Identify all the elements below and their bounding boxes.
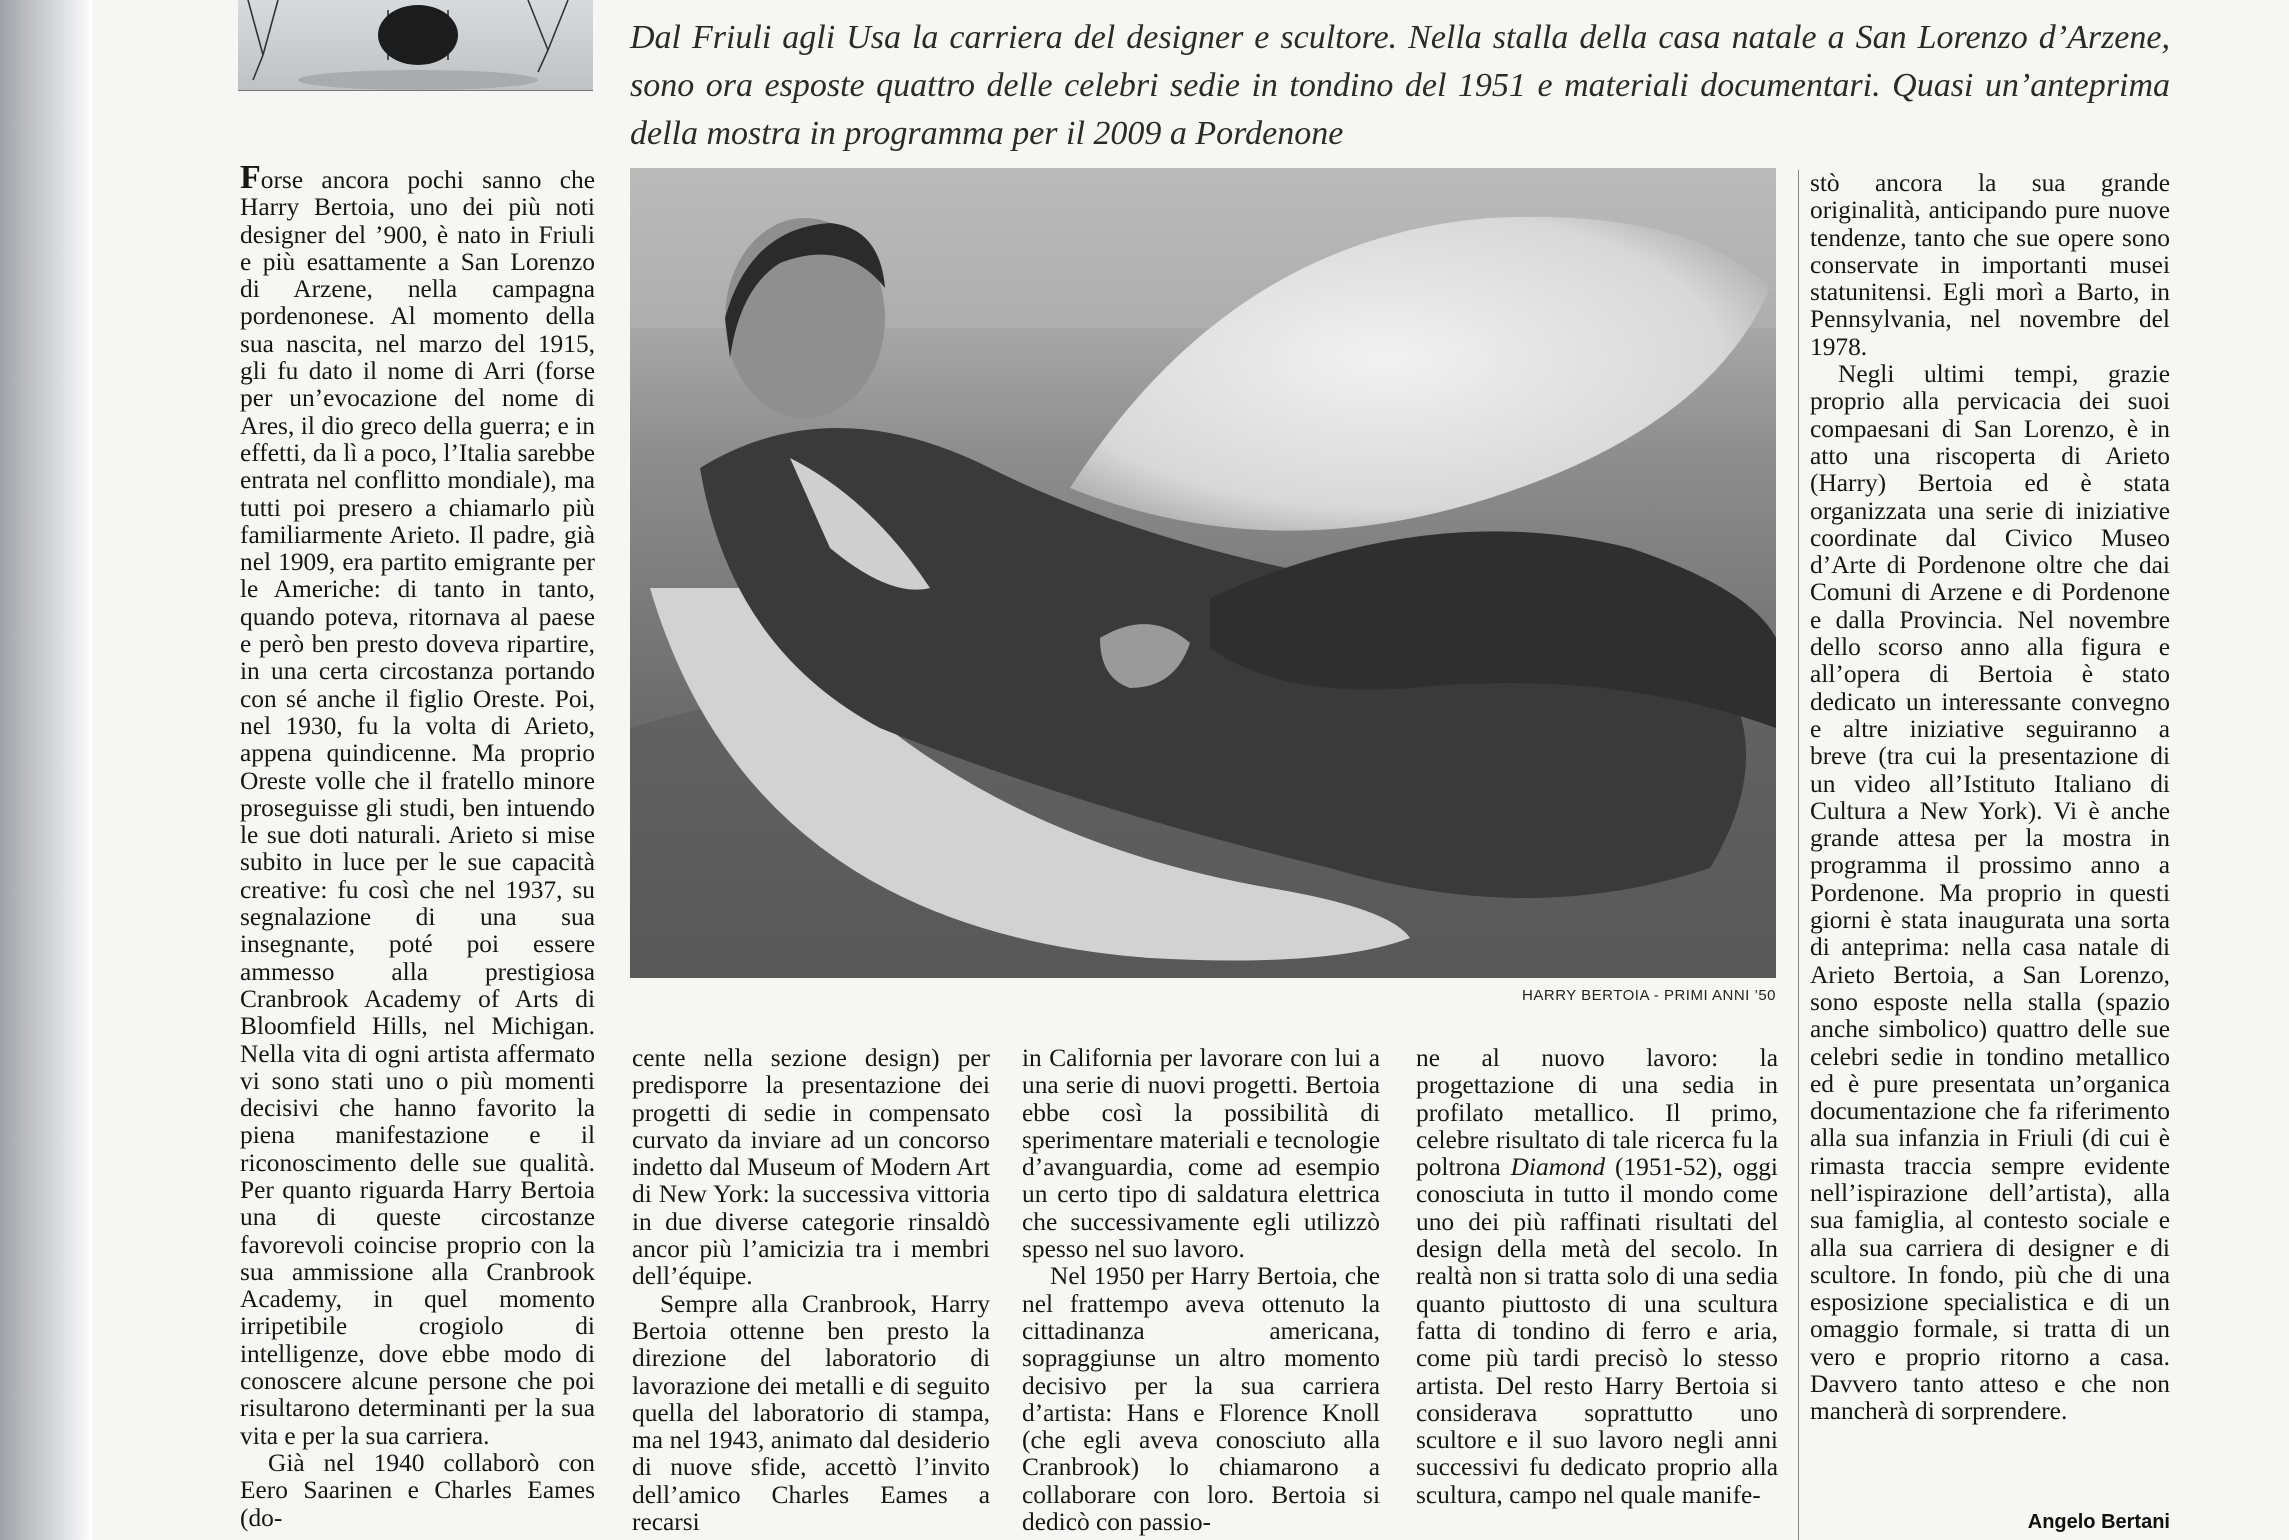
article-column-4 [1416, 1045, 1778, 1509]
paragraph: in California per lavorare con lui a una serie di nuovi progetti. Bertoia ebbe così la possibilità di sperimentare materiali e tecnologie d’avanguardia, come ad esempio un certo tipo di saldatura elettrica che successivamente egli utilizzò spesso nel suo lavoro. [1022, 1044, 1380, 1264]
paragraph-text: ne al nuovo lavoro: la progettazione di una sedia in profilato metallico. Il primo, celebre risultato di tale ricerca fu la poltrona [1416, 1044, 1778, 1182]
photo-caption: HARRY BERTOIA - PRIMI ANNI ’50 [1522, 987, 1776, 1004]
article-subheadline: Dal Friuli agli Usa la carriera del designer e scultore. Nella stalla della casa natale a San Lorenzo d’Arzene, sono ora esposte quattro delle celebri sedie in tondino del 1951 e materiali documentari. Quasi un’anteprima della mostra in programma per il 2009 a Pordenone [630, 19, 2170, 152]
paragraph: Sempre alla Cranbrook, Harry Bertoia ottenne ben presto la direzione del laboratorio di lavorazione dei metalli e di seguito quella del laboratorio di stampa, ma nel 1943, animato dal desiderio di nuove sfide, accettò l’invito dell’amico Charles Eames a recarsi [632, 1289, 990, 1537]
top-thumbnail-photo [238, 0, 593, 91]
paragraph-text: (1951-52), oggi conosciuta in tutto il mondo come uno dei più raffinati risultati del design della metà del secolo. In realtà non si tratta solo di una sedia quanto piuttosto di una scultura fatta di tondino di ferro e aria, come più tardi precisò lo stesso artista. Del resto Harry Bertoia si considerava soprattutto uno scultore e il suo lavoro negli anni successivi fu dedicato proprio alla scultura, campo nel quale manife- [1416, 1153, 1778, 1509]
paragraph [240, 159, 595, 1450]
paragraph: Nel 1950 per Harry Bertoia, che nel frattempo aveva ottenuto la cittadinanza americana, sopraggiunse un altro momento decisivo per la sua carriera d’artista: Hans e Florence Knoll (che egli aveva conosciuto alla Cranbrook) lo chiamarono a collaborare con loro. Bertoia si dedicò con passio- [1022, 1262, 1380, 1537]
paragraph [1416, 1045, 1778, 1509]
paragraph-text: orse ancora pochi sanno che Harry Bertoia, uno dei più noti designer del ’900, è nato in Friuli e più esattamente a San Lorenzo di Arzene, nella campagna pordenonese. Al momento della sua nascita, nel marzo del 1915, gli fu dato il nome di Arri (forse per un’evocazione del nome di Ares, il dio greco della guerra; e in effetti, da lì a poco, l’Italia sarebbe entrata nel conflitto mondiale), ma tutti poi presero a chiamarlo più familiarmente Arieto. Il padre, già nel 1909, era partito emigrante per le Americhe: di tanto in tanto, quando poteva, ritornava al paese e però ben presto doveva ripartire, in una certa circostanza portando con sé anche il figlio Oreste. Poi, nel 1930, fu la volta di Arieto, appena quindicenne. Ma proprio Oreste volle che il fratello minore proseguisse gli studi, ben intuendo le sue doti naturali. Arieto si mise subito in luce per le sue capacità creative: fu così che nel 1937, su segnalazione di una sua insegnante, poté poi essere ammesso alla prestigiosa Cranbrook Academy of Arts di Bloomfield Hills, nel Michigan. Nella vita di ogni artista affermato vi sono stati uno o più momenti decisivi che hanno favorito la piena manifestazione e il riconoscimento delle sue qualità. Per quanto riguarda Harry Bertoia una di queste circostanze favorevoli coincise proprio con la sua ammissione alla Cranbrook Academy, in quel momento irripetibile crogiolo di intelligenze, dove ebbe modo di conoscere alcune persone che poi risultarono determinanti per la sua vita e per la sua carriera. [240, 166, 595, 1450]
column-rule [1798, 170, 1799, 1540]
article-column-2 [632, 1045, 990, 1536]
article-column-5 [1810, 170, 2170, 1426]
paragraph: cente nella sezione design) per predisporre la presentazione dei progetti di sedie in compensato curvato da inviare ad un concorso indetto dal Museum of Modern Art di New York: la successiva vittoria in due diverse categorie rinsaldò ancor più l’amicizia tra i membri dell’équipe. [632, 1044, 990, 1291]
drop-cap: F [240, 159, 261, 196]
paragraph: Già nel 1940 collaborò con Eero Saarinen e Charles Eames (do- [240, 1448, 595, 1532]
author-byline: Angelo Bertani [2027, 1511, 2170, 1533]
emphasis-diamond: Diamond [1510, 1153, 1606, 1182]
article-column-3 [1022, 1045, 1380, 1536]
article-column-1 [240, 159, 595, 1532]
paragraph: stò ancora la sua grande originalità, anticipando pure nuove tendenze, tanto che sue opere sono conservate in importanti musei statunitensi. Egli morì a Barto, in Pennsylvania, nel novembre del 1978. [1810, 169, 2170, 361]
paragraph: Negli ultimi tempi, grazie proprio alla pervicacia dei suoi compaesani di San Lorenzo, è in atto una riscoperta di Arieto (Harry) Bertoia ed è stata organizzata una serie di iniziative coordinate dal Civico Museo d’Arte di Pordenone oltre che dai Comuni di Arzene e di Pordenone e dalla Provincia. Nel novembre dello scorso anno alla figura e all’opera di Bertoia è stato dedicato un interessante convegno e altre iniziative seguiranno a breve (tra cui la presentazione di un video all’Istituto Italiano di Cultura a New York). Vi è anche grande attesa per la mostra in programma il prossimo anno a Pordenone. Ma proprio in questi giorni è stata inaugurata una sorta di anteprima: nella casa natale di Arieto Bertoia, a San Lorenzo, sono esposte nella stalla (spazio anche simbolico) quattro delle sue celebri sedie in tondino metallico ed è pure presentata un’organica documentazione che fa riferimento alla sua infanzia in Friuli (di cui è rimasta traccia sempre evidente nell’ispirazione dell’artista), alla sua famiglia, al contesto sociale e alla sua carriera di designer e di scultore. In fondo, più che di una esposizione specialistica e di un omaggio formale, si tratta di un vero e proprio ritorno a casa. Davvero tanto atteso e che non mancherà di sorprendere. [1810, 360, 2170, 1426]
harry-bertoia-photo [630, 168, 1776, 978]
page-gutter-shadow [0, 0, 92, 1540]
